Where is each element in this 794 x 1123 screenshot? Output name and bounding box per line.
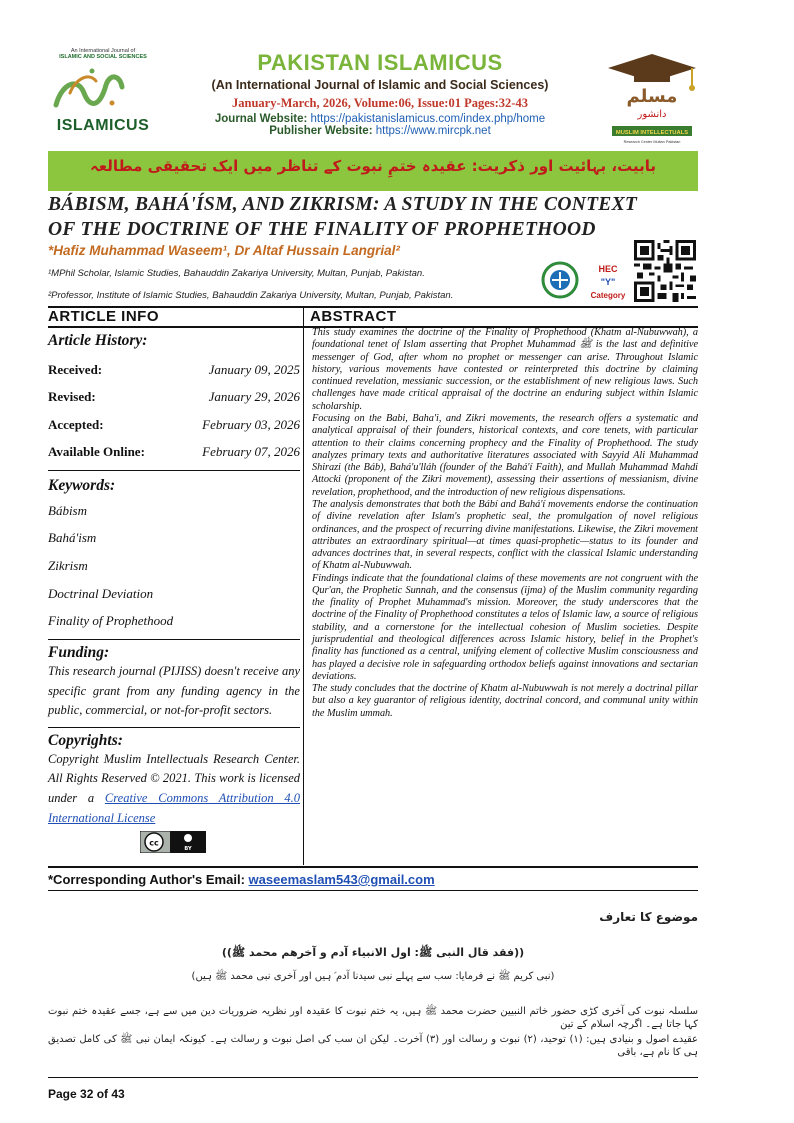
urdu-section-heading: موضوع کا تعارف: [599, 910, 698, 924]
affiliation-2: ²Professor, Institute of Islamic Studies, Bahauddin Zakariya University, Multan, Punjab, Pakistan.: [48, 290, 454, 301]
journal-name: PAKISTAN ISLAMICUS: [257, 50, 503, 75]
urdu-hadith-quote: ((فقد قال النبی ﷺ: اول الانبیاء آدم و آخرھم محمد ﷺ)): [221, 946, 525, 959]
qr-code-icon: [634, 240, 696, 302]
logo-name-right: MUSLIM INTELLECTUALS: [615, 130, 689, 136]
abstract-heading: ABSTRACT: [310, 308, 397, 325]
hec-badge: [540, 258, 630, 304]
logo-small-text: An International Journal of ISLAMIC AND SOCIAL SCIENCES: [59, 48, 147, 61]
graduation-cap-icon: [604, 52, 700, 147]
history-row: [48, 384, 300, 412]
corresponding-author: [48, 872, 435, 887]
corresponding-email-link[interactable]: waseemaslam543@gmail.com: [248, 872, 435, 887]
divider: [48, 727, 300, 728]
history-row: [48, 356, 300, 384]
abstract-paragraph: Focusing on the Babi, Baha'i, and Zikri movements, the research offers a systematic and analytical appraisal of their founders, historical contexts, and core tenets, with particular attention to their claims concerning prophecy and the Finality of Prophethood. The study analyzes primary texts and authoritative literatures associated with Sayyid Ali Muhammad Shirazi (the Báb), Bahá'u'lláh (founder of the Bahá'í Faith), and Mullah Muhammad Mahdi Attocki (proponent of the Zikri movement), assessing their assertions of messianism, divine revelation, prophethood, and the introduction of new religious dispensations.: [312, 412, 698, 498]
urdu-paragraph-line: سلسلہ نبوت کی آخری کڑی حضور خاتم النبیین حضرت محمد ﷺ ہیں، یہ ختم نبوت کا عقیدہ اور نظریہ ضروریات دین میں سے ہے، جسے عقیدہ ختم نبوت کہا جاتا ہے۔ اگرچہ اسلام کے تین: [48, 1006, 698, 1030]
publisher-website-label: Publisher Website:: [269, 125, 373, 137]
page-number: Page 32 of 43: [48, 1087, 125, 1101]
abstract-paragraph: This study examines the doctrine of the Finality of Prophethood (Khatm al-Nubuwwah), a foundational tenet of Islam asserting that Prophet Muhammad ﷺ is the last and definitive messenger of God, after whom no prophet or messenger can arise. Throughout Islamic history, various movements have contested or reinterpreted this doctrine by claiming continued revelation, messianic succession, or the establishment of new religious laws. Such challenges have made critical appraisal of the doctrine an enduring subject within Islamic scholarship.: [312, 327, 699, 412]
muslim-intellectuals-logo: [604, 52, 700, 147]
hec-line2: "Y": [600, 277, 616, 287]
history-row: [48, 439, 300, 467]
divider: [48, 639, 300, 640]
history-value: January 29, 2026: [208, 389, 300, 405]
history-key: Available Online:: [48, 444, 145, 460]
journal-issue: January-March, 2026, Volume:06, Issue:01 Pages:32-43: [232, 96, 528, 110]
copyrights-text: Copyright Muslim Intellectuals Research Center. All Rights Reserved © 2021. This work is licensed under a Creative Commons Attribution 4.0 International License: [48, 751, 300, 825]
journal-subtitle: (An International Journal of Islamic and Social Sciences): [211, 78, 549, 92]
corresponding-label: *Corresponding Author's Email:: [48, 872, 245, 887]
article-info: [48, 330, 300, 858]
publisher-website-link[interactable]: https://www.mircpk.net: [375, 125, 491, 137]
history-value: February 03, 2026: [202, 416, 300, 432]
keywords-title: Keywords:: [48, 477, 116, 494]
keyword: Bábism: [48, 502, 87, 518]
abstract-paragraph: The analysis demonstrates that both the Bábí and Bahá'í movements endorse the continuation of divine revelation after Islam's prophetic seal, the promulgation of novel religious ordinances, and the prospect of recurring divine manifestations. Likewise, the Zikri movement attributes an extraordinary spiritual—at times quasi-prophetic—status to its founder and advances doctrines that, in several respects, conflict with the classical Islamic understanding of Khatm al-Nubuwwah.: [312, 498, 698, 572]
journal-website-line: [160, 113, 600, 125]
urdu-translation: (نبی کریم ﷺ نے فرمایا: سب سے پہلے نبی سیدنا آدم ؑ ہیں اور آخری نبی محمد ﷺ ہیں): [191, 971, 555, 982]
abstract-paragraph: Findings indicate that the foundational claims of these movements are not congruent with the Qur'an, the Prophetic Sunnah, and the consensus (ijma) of the Muslim community regarding the finality of Prophet Muhammad's mission. Moreover, the study underscores that the doctrine of the Finality of Prophethood constitutes a telos of Islamic law, a source of religious stability, and a cornerstone for the intellectual cohesion of Muslim societies. Despite jurisprudential and theological differences across Islamic history, belief in the Prophet's finality has functioned as a central, unifying element of collective Muslim consciousness and has played a decisive role in safeguarding orthodox beliefs against innovations and sectarian deviations.: [312, 572, 698, 682]
calligraphy-mark-icon: [48, 63, 128, 115]
title-line-1: BÁBISM, BAHÁ'ÍSM, AND ZIKRISM: A STUDY IN THE CONTEXT: [48, 194, 638, 215]
article-title: [48, 192, 708, 242]
urdu-title: بابیت، بہائیت اور ذکریت: عقیدہ ختمِ نبوت کے تناظر میں ایک تحقیقی مطالعہ: [89, 157, 656, 175]
hec-line3: Category: [590, 291, 626, 300]
svg-text:cc: cc: [149, 838, 159, 848]
keyword: Zikrism: [48, 557, 88, 573]
abstract-paragraph: The study concludes that the doctrine of Khatm al-Nubuwwah is not merely a doctrinal pillar but also a key guarantor of religious identity, doctrinal concord, and communal unity within the Muslim ummah.: [312, 683, 698, 719]
history-value: January 09, 2025: [208, 361, 300, 377]
urdu-title-banner: [48, 151, 698, 191]
journal-website-label: Journal Website:: [214, 113, 308, 125]
urdu-paragraph-line: عقیدے اصول و بنیادی ہیں: (۱) توحید، (۲) نبوت و رسالت اور (۳) آخرت۔ لیکن ان سب کی اصل نبوت و رسالت ہے۔ کیونکہ ایمان نبی ﷺ کی کامل تصدیق ہی کا نام ہے، باقی: [48, 1034, 698, 1058]
logo-sub-right: Research Center Multan Pakistan: [623, 140, 681, 144]
abstract-body: [312, 327, 698, 720]
column-divider: [303, 308, 304, 865]
divider: [48, 866, 698, 868]
affiliation-1: ¹MPhil Scholar, Islamic Studies, Bahauddin Zakariya University, Multan, Punjab, Pakistan.: [48, 268, 425, 279]
history-row: [48, 411, 300, 439]
hec-line1: HEC: [598, 264, 618, 274]
islamicus-logo: [48, 48, 158, 148]
history-key: Revised:: [48, 389, 96, 405]
authors: *Hafiz Muhammad Waseem¹, Dr Altaf Hussain Langrial²: [48, 243, 400, 258]
cc-by-license-icon: [140, 831, 206, 853]
funding-text: This research journal (PIJISS) doesn't receive any specific grant from any funding agency in the public, commercial, or not-for-profit sectors.: [48, 663, 300, 718]
journal-website-link[interactable]: https://pakistanislamicus.com/index.php/home: [310, 113, 546, 125]
history-value: February 07, 2026: [202, 444, 300, 460]
funding-title: Funding:: [48, 643, 110, 661]
svg-text:BY: BY: [184, 846, 192, 853]
logo-urdu-1: مسلم: [626, 86, 678, 107]
article-info-heading: ARTICLE INFO: [48, 308, 159, 325]
license-link[interactable]: Creative Commons Attribution 4.0 International License: [48, 790, 300, 825]
history-title: Article History:: [48, 332, 148, 349]
logo-name: ISLAMICUS: [56, 116, 150, 134]
logo-urdu-2: دانشور: [637, 109, 667, 120]
copyrights-title: Copyrights:: [48, 731, 123, 749]
divider: [48, 470, 300, 471]
divider: [48, 1077, 698, 1078]
journal-header: [160, 50, 600, 137]
history-key: Received:: [48, 361, 103, 377]
history-key: Accepted:: [48, 416, 104, 432]
keyword: Doctrinal Deviation: [48, 585, 154, 601]
keyword: Bahá'ism: [48, 530, 97, 546]
keyword: Finality of Prophethood: [48, 613, 174, 629]
publisher-website-line: [160, 125, 600, 137]
divider: [48, 890, 698, 891]
title-line-2: OF THE DOCTRINE OF THE FINALITY OF PROPHETHOOD: [48, 219, 596, 240]
hec-logo-icon: [540, 258, 630, 304]
